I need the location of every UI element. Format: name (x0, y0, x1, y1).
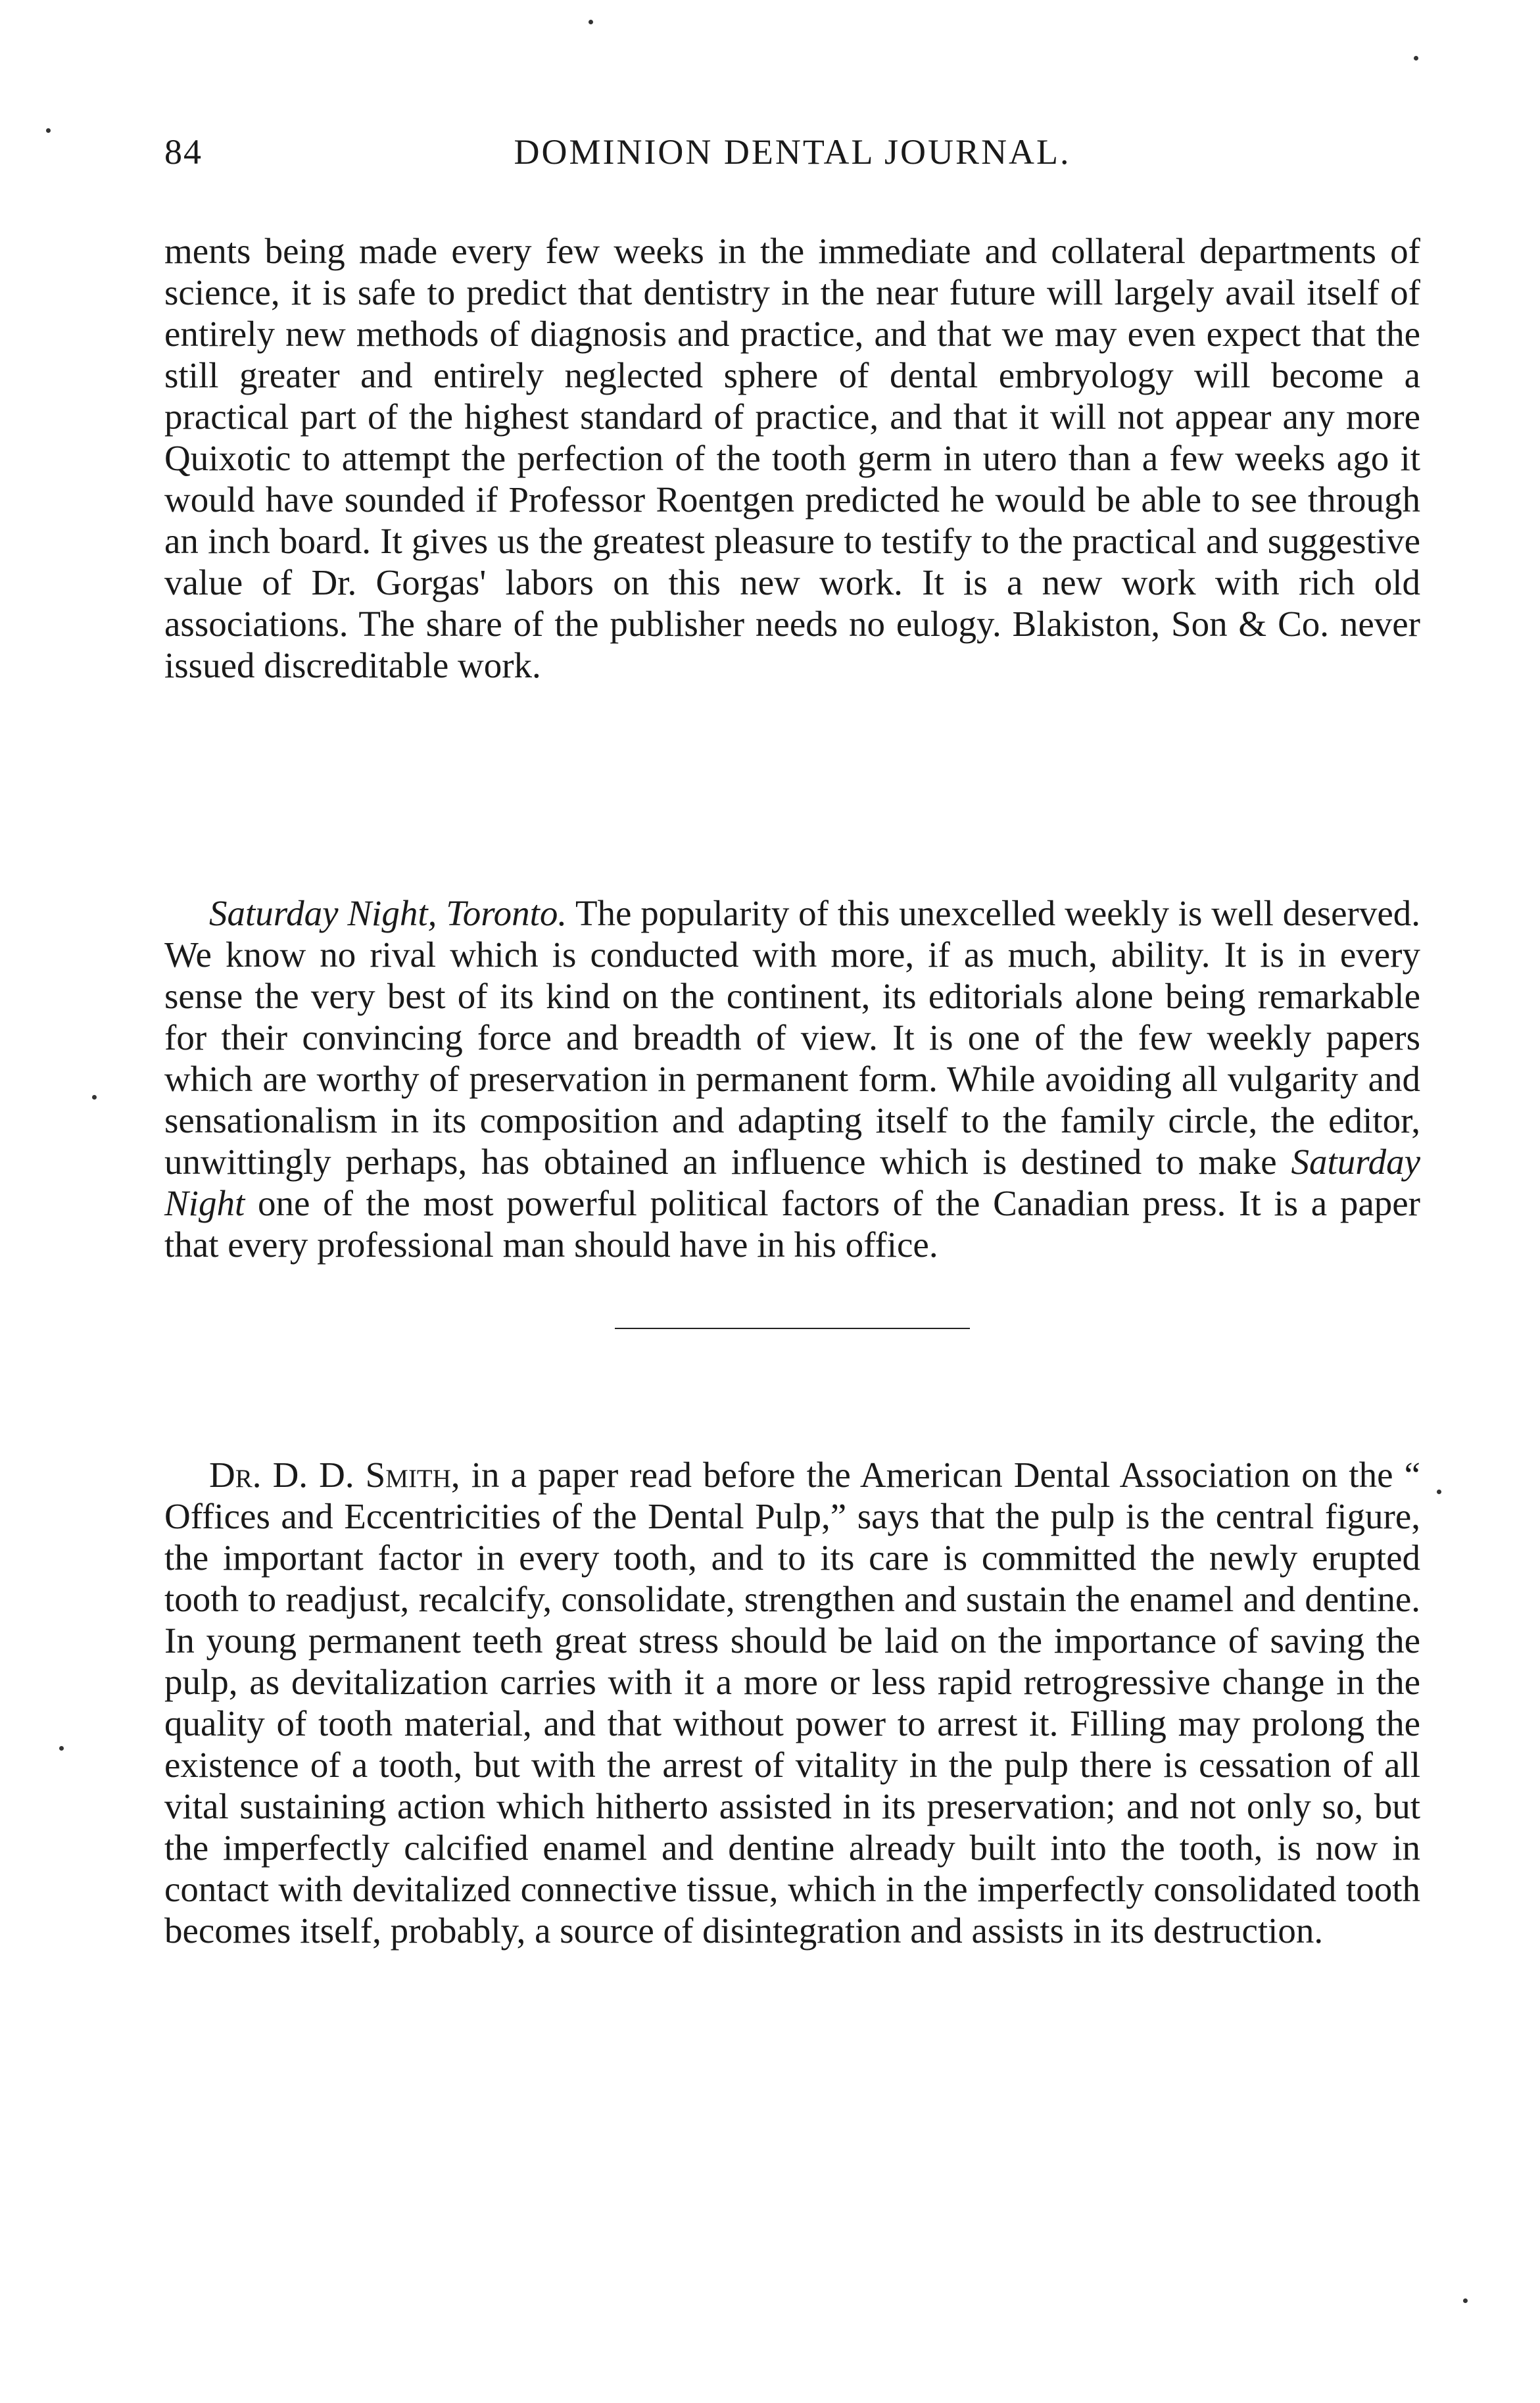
page-header (164, 132, 1420, 191)
scan-speck (1463, 2298, 1468, 2303)
notice-text-part2: one of the most powerful political factors of the Canadian press. It is a paper that every professional man should have in his office. (164, 1183, 1421, 1265)
article-author: Dr. D. D. Smith, (209, 1455, 460, 1495)
publication-title: Saturday Night, Toronto. (209, 893, 567, 933)
article-body: in a paper read before the American Dental Association on the “ Offices and Eccentricities of the Dental Pulp,” says that the pulp is the central figure, the important factor in every tooth, and to its care is committed the newly erupted tooth to readjust, recalcify, consolidate, strengthen and sustain the enamel and dentine. In young permanent teeth great stress should be laid on the importance of saving the pulp, as devitalization carries with it a more or less rapid retrogressive change in the quality of tooth material, and that without power to arrest it. Filling may prolong the existence of a tooth, but with the arrest of vitality in the pulp there is cessation of all vital sustaining action which hitherto assisted in its preservation; and not only so, but the imperfectly calcified enamel and dentine already built into the tooth, is now in contact with devitalized connective tissue, which in the imperfectly consolidated tooth becomes itself, probably, a source of disintegration and assists in its destruction. (164, 1455, 1420, 1951)
page-number: 84 (164, 132, 203, 172)
journal-page (164, 132, 1420, 1951)
notice-text-part1: The popularity of this unexcelled weekly is well deserved. We know no rival which is conducted with more, if as much, ability. It is in every sense the very best of its kind on the continent, its editorials alone being remarkable for their convincing force and breadth of view. It is one of the few weekly papers which are worthy of preservation in permanent form. While avoiding all vulgarity and sensationalism in its composition and adapting itself to the family circle, the editor, unwittingly perhaps, has obtained an influence which is destined to make (164, 893, 1420, 1182)
scan-speck (1414, 56, 1418, 61)
scan-speck (589, 20, 593, 24)
saturday-night-notice (164, 892, 1420, 1265)
article-continuation: ments being made every few weeks in the immediate and collateral departments of science, it is safe to predict that dentistry in the near future will largely avail itself of entirely new methods of diagnosis and practice, and that we may even expect that the still greater and entirely neglected sphere of dental embryology will become a practical part of the highest standard of practice, and that it will not appear any more Quixotic to attempt the perfection of the tooth germ in utero than a few weeks ago it would have sounded if Professor Roentgen predicted he would be able to see through an inch board. It gives us the greatest pleasure to testify to the practical and suggestive value of Dr. Gorgas' labors on this new work. It is a new work with rich old associations. The share of the publisher needs no eulogy. Blakiston, Son & Co. never issued discreditable work. (164, 231, 1420, 685)
dental-pulp-article (164, 1454, 1420, 1951)
running-title: DOMINION DENTAL JOURNAL. (514, 132, 1071, 172)
section-divider (615, 1328, 970, 1329)
scan-speck (59, 1746, 64, 1751)
scan-speck (46, 128, 51, 133)
scan-speck (92, 1095, 97, 1100)
scan-speck (1437, 1490, 1441, 1494)
publication-name-inline: Saturday Night (164, 1142, 1420, 1223)
